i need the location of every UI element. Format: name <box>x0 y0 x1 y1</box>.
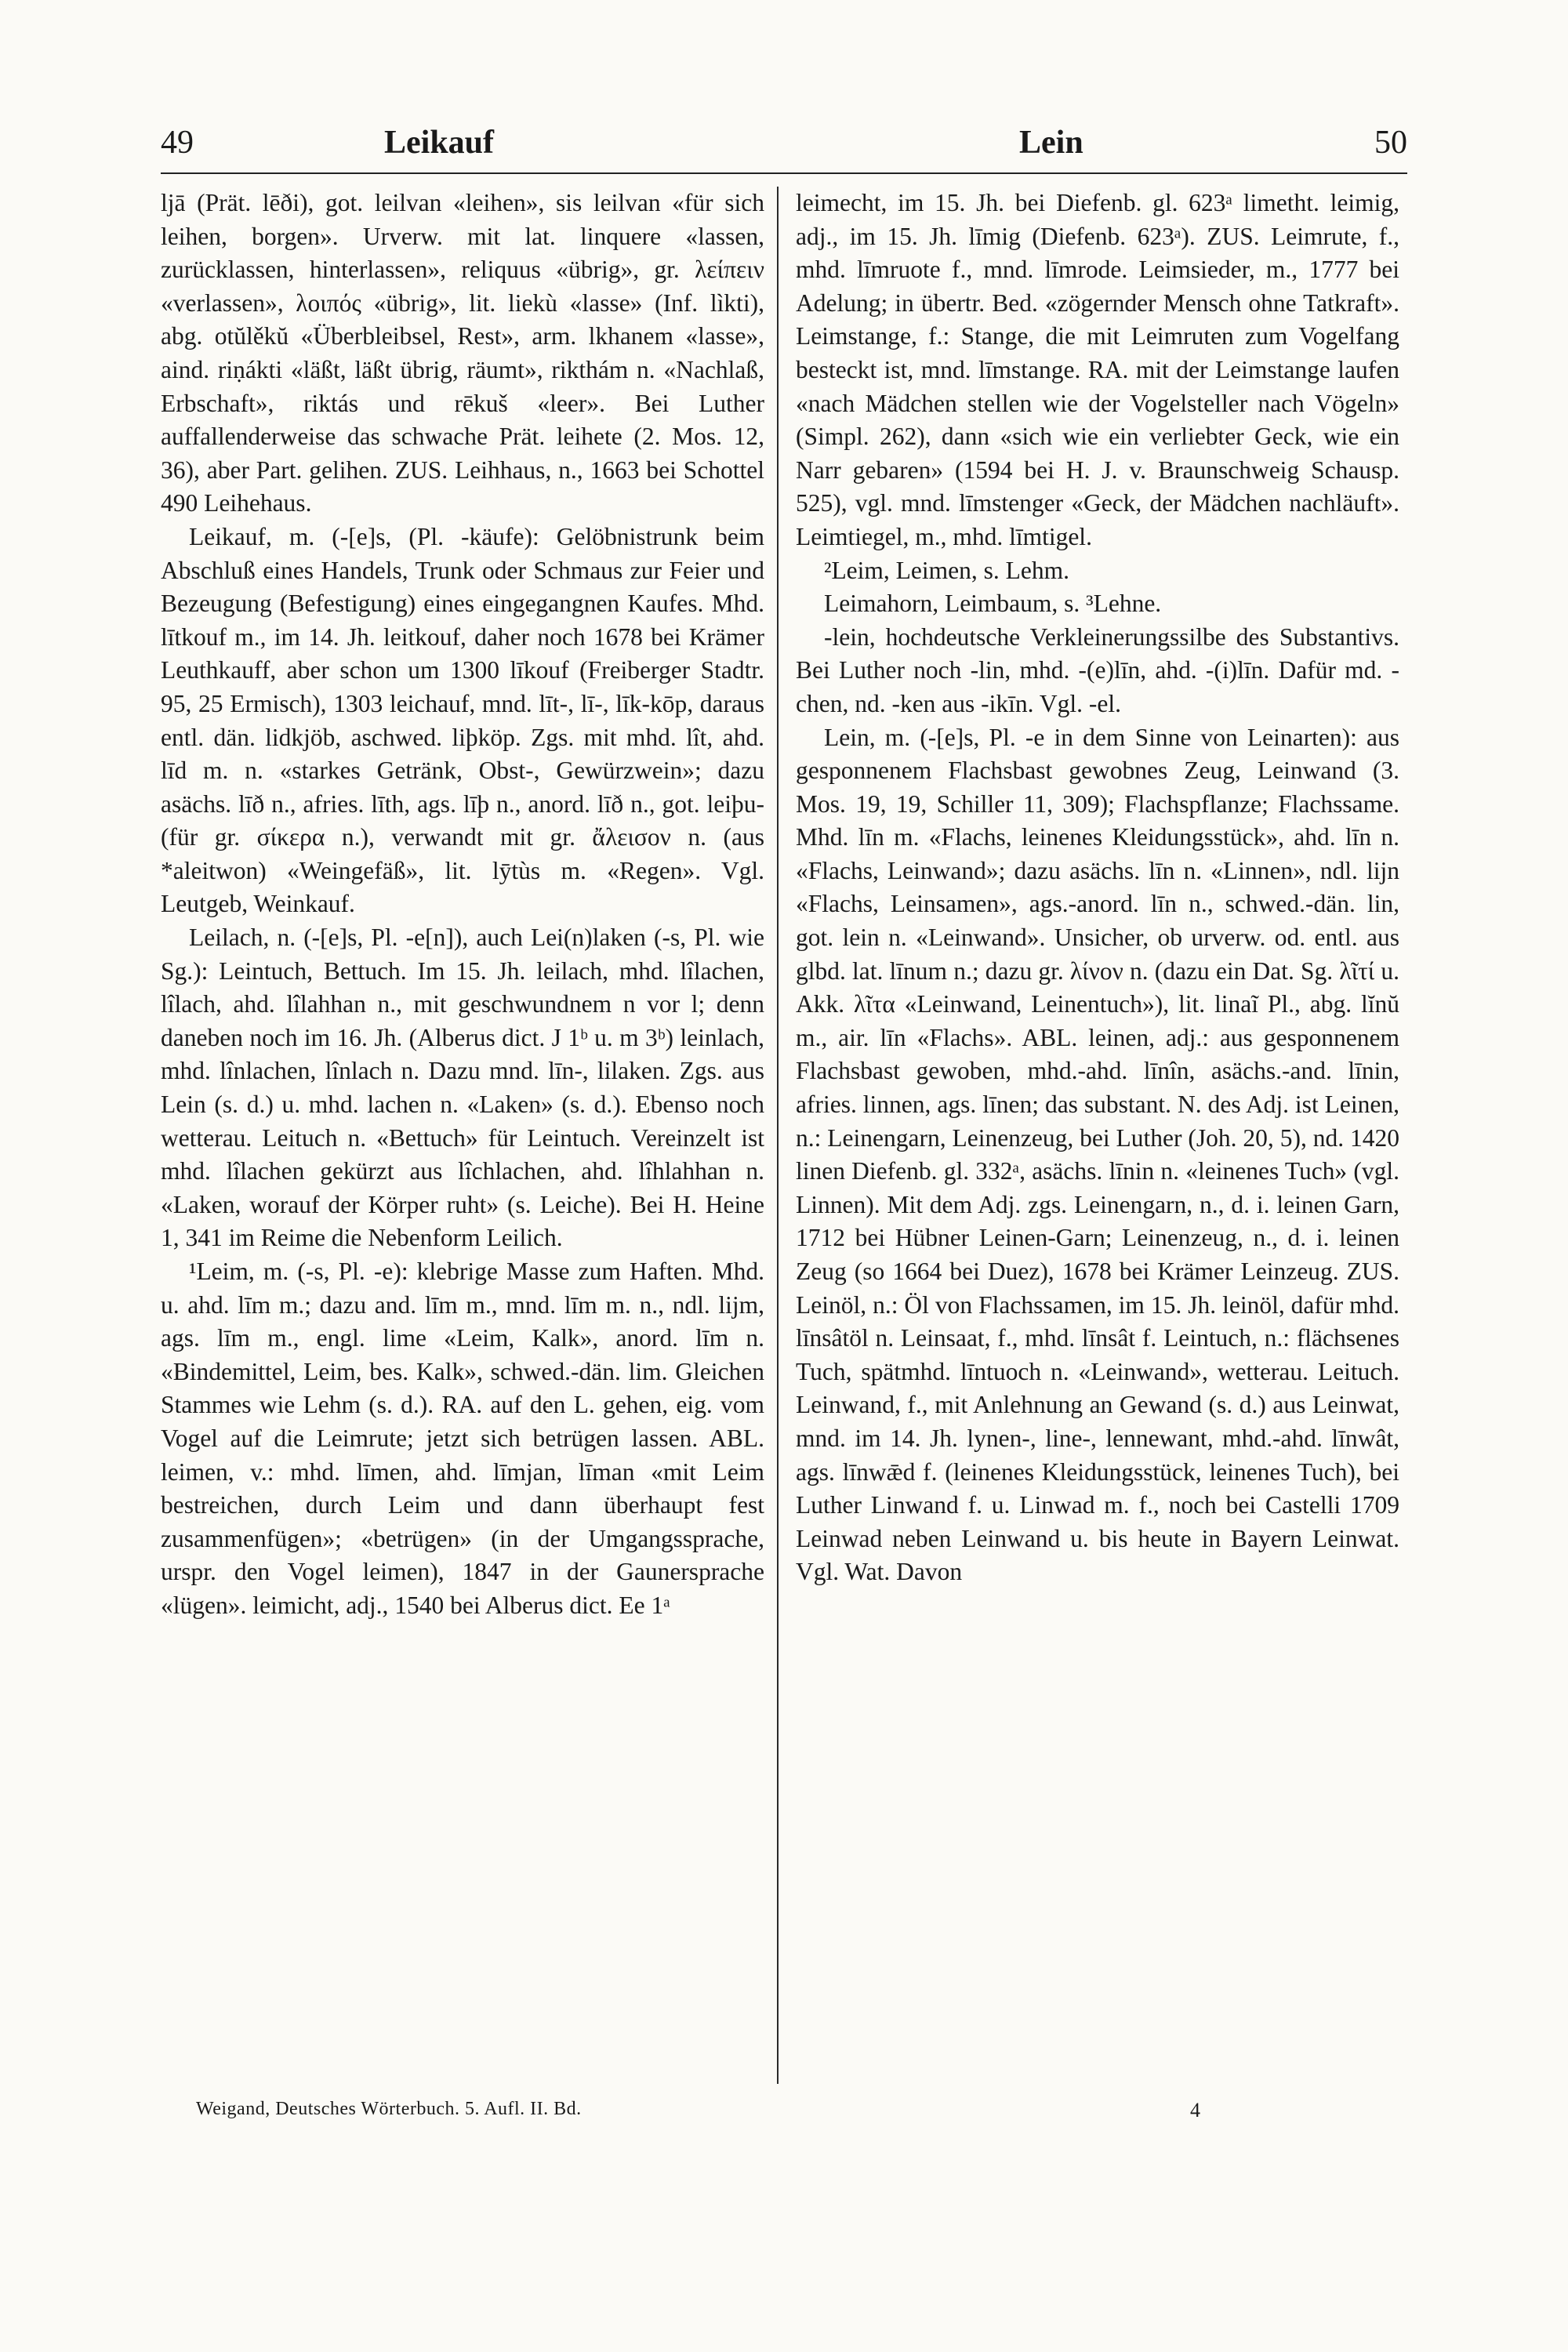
footer-signature: Weigand, Deutsches Wörterbuch. 5. Aufl. II. Bd. <box>196 2099 582 2119</box>
left-column <box>161 187 764 2084</box>
entry-lein-suffix: -lein, hochdeutsche Verkleinerungssilbe des Substantivs. Bei Luther noch -lin, mhd. -(e)līn, ahd. -(i)līn. Dafür md. -chen, nd. -ken aus -ikīn. Vgl. -el. <box>796 622 1399 717</box>
footer-sheet-number: 4 <box>1190 2099 1200 2122</box>
entry-leim-continuation: leimecht, im 15. Jh. bei Diefenb. gl. 623ᵃ limetht. leimig, adj., im 15. Jh. līmig (Diefenb. 623ᵃ). ZUS. Leimrute, f., mhd. līmruote f., mnd. līmrode. Leimsieder, m., 1777 bei Adelung; in übertr. Bed. «zögernder Mensch ohne Tatkraft». Leimstange, f.: Stange, die mit Leimruten zum Vogelfang besteckt ist, mnd. līmstange. RA. mit der Leimstange laufen «nach Mädchen stellen wie der Vogelsteller nach Vögeln» (Simpl. 262), dann «sich wie ein verliebter Geck, wie ein Narr gebaren» (1594 bei H. J. v. Braunschweig Schausp. 525), vgl. mnd. līmstenger «Geck, der Mädchen nachläuft». Leimtiegel, m., mhd. līmtigel. <box>796 189 1399 550</box>
running-headword-right: Lein <box>1019 125 1083 161</box>
right-column <box>796 187 1399 2084</box>
running-header <box>161 118 1407 174</box>
page-number-left: 49 <box>161 125 194 161</box>
entry-continuation: ljā (Prät. lēði), got. leilvan «leihen», sis leilvan «für sich leihen, borgen». Urverw. mit lat. linquere «lassen, zurücklassen, hinterlassen», reliquus «übrig», gr. λείπειν «verlassen», λοιπός «übrig», lit. liekù «lasse» (Inf. lìkti), abg. otŭlěkŭ «Überbleibsel, Rest», arm. lkhanem «lasse», aind. riṇákti «läßt, läßt übrig, räumt», rikthám n. «Nachlaß, Erbschaft», riktás und rēkuš «leer». Bei Luther auffallenderweise das schwache Prät. leihete (2. Mos. 12, 36), aber Part. gelihen. ZUS. Leihhaus, n., 1663 bei Schottel 490 Leihehaus. <box>161 189 764 517</box>
entry-leikauf: Leikauf, m. (-[e]s, (Pl. -käufe): Gelöbnistrunk beim Abschluß eines Handels, Trunk oder Schmaus zur Feier und Bezeugung (Befestigung) eines eingegangnen Kaufes. Mhd. lītkouf m., im 14. Jh. leitkouf, daher noch 1678 bei Krämer Leuthkauff, aber schon um 1300 līkouf (Freiberger Stadtr. 95, 25 Ermisch), 1303 leichauf, mnd. līt-, lī-, līk-kōp, daraus entl. dän. lidkjöb, aschwed. liþköp. Zgs. mit mhd. lît, ahd. līd m. n. «starkes Getränk, Obst-, Gewürzwein»; dazu asächs. līð n., afries. līth, ags. līþ n., anord. līð n., got. leiþu- (für gr. σίκερα n.), verwandt mit gr. ἄλεισον n. (aus *aleitwon) «Weingefäß», lit. lȳtùs m. «Regen». Vgl. Leutgeb, Weinkauf. <box>161 522 764 918</box>
entry-leilach: Leilach, n. (-[e]s, Pl. -e[n]), auch Lei(n)laken (-s, Pl. wie Sg.): Leintuch, Bettuch. Im 15. Jh. leilach, mhd. lîlachen, lîlach, ahd. lîlahhan n., mit geschwundnem n vor l; denn daneben noch im 16. Jh. (Alberus dict. J 1ᵇ u. m 3ᵇ) leinlach, mhd. lînlachen, lînlach n. Dazu mnd. līn-, lilaken. Zgs. aus Lein (s. d.) u. mhd. lachen n. «Laken» (s. d.). Ebenso noch wetterau. Leituch n. «Bettuch» für Leintuch. Vereinzelt ist mhd. lîlachen gekürzt aus lîchlachen, ahd. lîhlahhan n. «Laken, worauf der Körper ruht» (s. Leiche). Bei H. Heine 1, 341 im Reime die Nebenform Leilich. <box>161 924 764 1252</box>
entry-leim-1: ¹Leim, m. (-s, Pl. -e): klebrige Masse zum Haften. Mhd. u. ahd. līm m.; dazu and. līm m., mnd. līm m. n., ndl. lijm, ags. līm m., engl. lime «Leim, Kalk», anord. līm n. «Bindemittel, Leim, bes. Kalk», schwed.-dän. lim. Gleichen Stammes wie Lehm (s. d.). RA. auf den L. gehen, eig. vom Vogel auf die Leimrute; jetzt sich betrügen lassen. ABL. leimen, v.: mhd. līmen, ahd. līmjan, līman «mit Leim bestreichen, durch Leim und dann überhaupt fest zusammenfügen»; «betrügen» (in der Umgangssprache, urspr. den Vogel leimen), 1847 in der Gaunersprache «lügen». leimicht, adj., 1540 bei Alberus dict. Ee 1ᵃ <box>161 1258 764 1619</box>
column-divider <box>777 187 779 2084</box>
page-number-right: 50 <box>1374 125 1407 161</box>
running-headword-left: Leikauf <box>384 125 495 161</box>
entry-leim-2: ²Leim, Leimen, s. Lehm. <box>824 556 1069 584</box>
entry-lein: Lein, m. (-[e]s, Pl. -e in dem Sinne von Leinarten): aus gesponnenem Flachsbast gewobnes Zeug, Leinwand (3. Mos. 19, 19, Schiller 11, 309); Flachspflanze; Flachssame. Mhd. līn m. «Flachs, leinenes Kleidungsstück», ahd. līn n. «Flachs, Leinwand»; dazu asächs. līn n. «Linnen», ndl. lijn «Flachs, Leinsamen», ags.-anord. līn n., schwed.-dän. lin, got. lein n. «Leinwand». Unsicher, ob urverw. od. entl. aus glbd. lat. līnum n.; dazu gr. λίνον n. (dazu ein Dat. Sg. λῖτί u. Akk. λῖτα «Leinwand, Leinentuch»), lit. linaĩ Pl., abg. lĭnŭ m., air. līn «Flachs». ABL. leinen, adj.: aus gesponnenem Flachsbast gewoben, mhd.-ahd. līnîn, asächs.-and. līnin, afries. linnen, ags. līnen; das substant. N. des Adj. ist Leinen, n.: Leinengarn, Leinenzeug, bei Luther (Joh. 20, 5), nd. 1420 linen Diefenb. gl. 332ᵃ, asächs. līnin n. «leinenes Tuch» (vgl. Linnen). Mit dem Adj. zgs. Leinengarn, n., d. i. leinen Garn, 1712 bei Hübner Leinen-Garn; Leinenzeug, n., d. i. leinen Zeug (so 1664 bei Duez), 1678 bei Krämer Leinzeug. ZUS. Leinöl, n.: Öl von Flachssamen, im 15. Jh. leinöl, dafür mhd. līnsâtöl n. Leinsaat, f., mhd. līnsât f. Leintuch, n.: flächsenes Tuch, spätmhd. līntuoch n. «Leinwand», wetterau. Leituch. Leinwand, f., mit Anlehnung an Gewand (s. d.) aus Leinwat, mnd. im 14. Jh. lynen-, line-, lennewant, mhd.-ahd. līnwât, ags. līnwǣd f. (leinenes Kleidungsstück, leinenes Tuch), bei Luther Linwand f. u. Linwad m. f., noch bei Castelli 1709 Leinwad neben Leinwand u. bis heute in Bayern Leinwat. Vgl. Wat. Davon <box>796 723 1399 1586</box>
entry-leimahorn: Leimahorn, Leimbaum, s. ³Lehne. <box>824 590 1162 618</box>
